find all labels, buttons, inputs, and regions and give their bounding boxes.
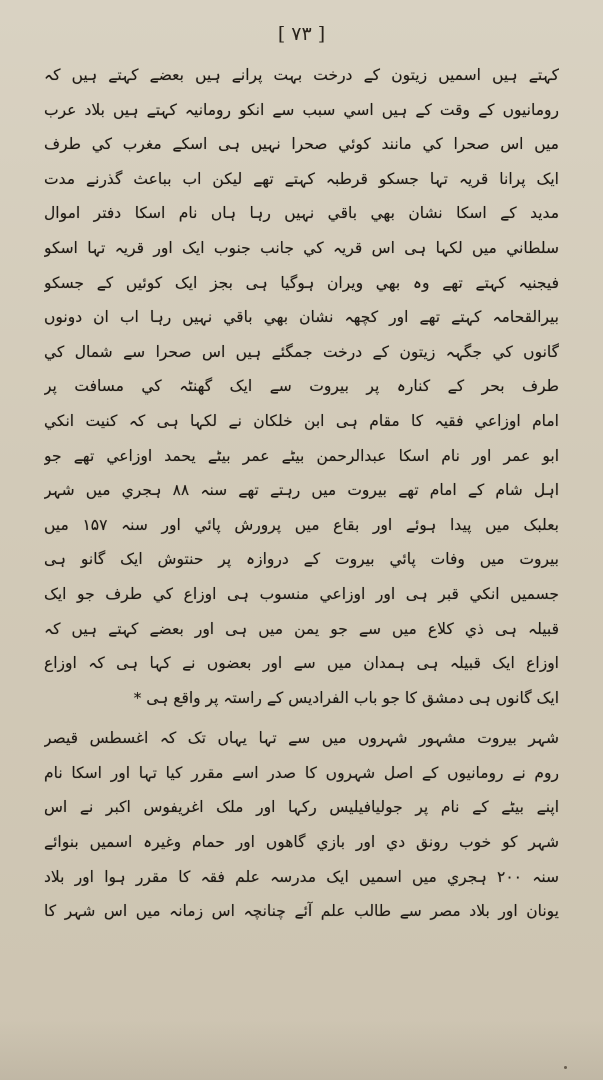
text-line: طرف بحر کے کنارہ پر بیروت سے ایک گھنٹہ کي مسافت پر bbox=[44, 377, 559, 396]
text-line: بیرالقحامہ کہتے تھے اور کچھہ نشان بهي باقي نہیں رہا اب ان دونوں bbox=[44, 308, 559, 327]
text-line: اوزاع ایک قبیلہ ہی ہمدان میں سے اور بعضوں نے کہا ہی کہ اوزاع bbox=[44, 654, 559, 673]
text-line: رومانیوں کے وقت کے ہیں اسي سبب سے انکو رومانیہ کہتے ہیں بلاد عرب bbox=[44, 100, 559, 119]
text-line: کہتے ہیں اسمیں زیتون کے درخت بہت پرانے ہیں بعضے کہتے ہیں کہ bbox=[44, 66, 559, 84]
text-line: سلطاني میں لکہا ہی اس قریہ کي جانب جنوب ایک اور قریہ تہا اسکو bbox=[44, 238, 559, 257]
text-line: بیروت میں وفات پائي بیروت کے دروازہ پر حنتوش ایک گانو ہی bbox=[44, 550, 559, 569]
text-line: اہل شام کے امام تھے بیروت میں رہتے تھے سنہ ۸۸ ہجري میں شہر bbox=[44, 481, 559, 500]
body-text bbox=[44, 58, 559, 929]
text-line: سنہ ۲۰۰ ہجري میں اسمیں ایک مدرسہ علم فقہ کا مقرر ہوا اور بلاد bbox=[44, 867, 559, 886]
text-line: گانوں کي جگہہ زیتون کے درخت جمگئے ہیں اس صحرا سے شمال کي bbox=[44, 342, 559, 361]
text-line: روم نے رومانیوں کے اصل شہروں کا صدر اسے مقرر کیا تہا اور اسکا نام bbox=[44, 763, 559, 782]
text-line: امام اوزاعي فقیہ کا مقام ہی ابن خلکان نے لکہا ہی کہ کنیت انکي bbox=[44, 411, 559, 430]
text-line: شہر بیروت مشہور شہروں میں سے تہا یہاں تک کہ اغسطس قیصر bbox=[44, 729, 559, 748]
text-line: جسمیں انکي قبر ہی اور اوزاعي منسوب ہی اوزاع کي طرف جو ایک bbox=[44, 584, 559, 603]
text-line: شہر کو خوب رونق دي اور بازي گاهوں اور حمام وغیرہ اسمیں بنوائے bbox=[44, 833, 559, 852]
text-line: یونان اور بلاد مصر سے طالب علم آئے چنانچہ اس زمانہ میں اس شہر کا bbox=[44, 902, 559, 921]
text-line: فیجنیہ کہتے تھے وہ بهي ویران ہوگیا ہی بجز ایک کوئیں کے جسکو bbox=[44, 273, 559, 292]
text-line: ایک پرانا قریہ تہا جسکو قرطبہ کہتے تھے لیکن اب بباعث گذرنے مدت bbox=[44, 169, 559, 188]
text-line: ایک گانوں ہی دمشق کا جو باب الفرادیس کے راستہ پر واقع ہی * bbox=[133, 688, 559, 707]
page-number: [ ٧٣ ] bbox=[277, 23, 326, 45]
text-line: اپنے بیٹے کے نام پر جولیافیلیس رکہا اور ملک اغریفوس اکبر نے اس bbox=[44, 798, 559, 817]
text-line: میں اس صحرا کي مانند کوئي صحرا نہیں ہی اسکے مغرب کي طرف bbox=[44, 135, 559, 154]
paper-speck bbox=[564, 1066, 567, 1069]
text-line: مدید کے اسکا نشان بهي باقي نہیں رہا ہاں نام اسکا دفتر اموال bbox=[44, 204, 559, 223]
text-line: ابو عمر اور نام اسکا عبدالرحمن بیٹے عمر بیٹے یحمد اوزاعي تھے جو bbox=[44, 446, 559, 465]
text-line: بعلبک میں پیدا ہوئے اور بقاع میں پرورش پائي اور سنہ ۱۵۷ میں bbox=[44, 515, 559, 534]
text-line: قبیلہ ہی ذي کلاع میں سے جو یمن میں ہی اور بعضے کہتے ہیں کہ bbox=[44, 619, 559, 638]
